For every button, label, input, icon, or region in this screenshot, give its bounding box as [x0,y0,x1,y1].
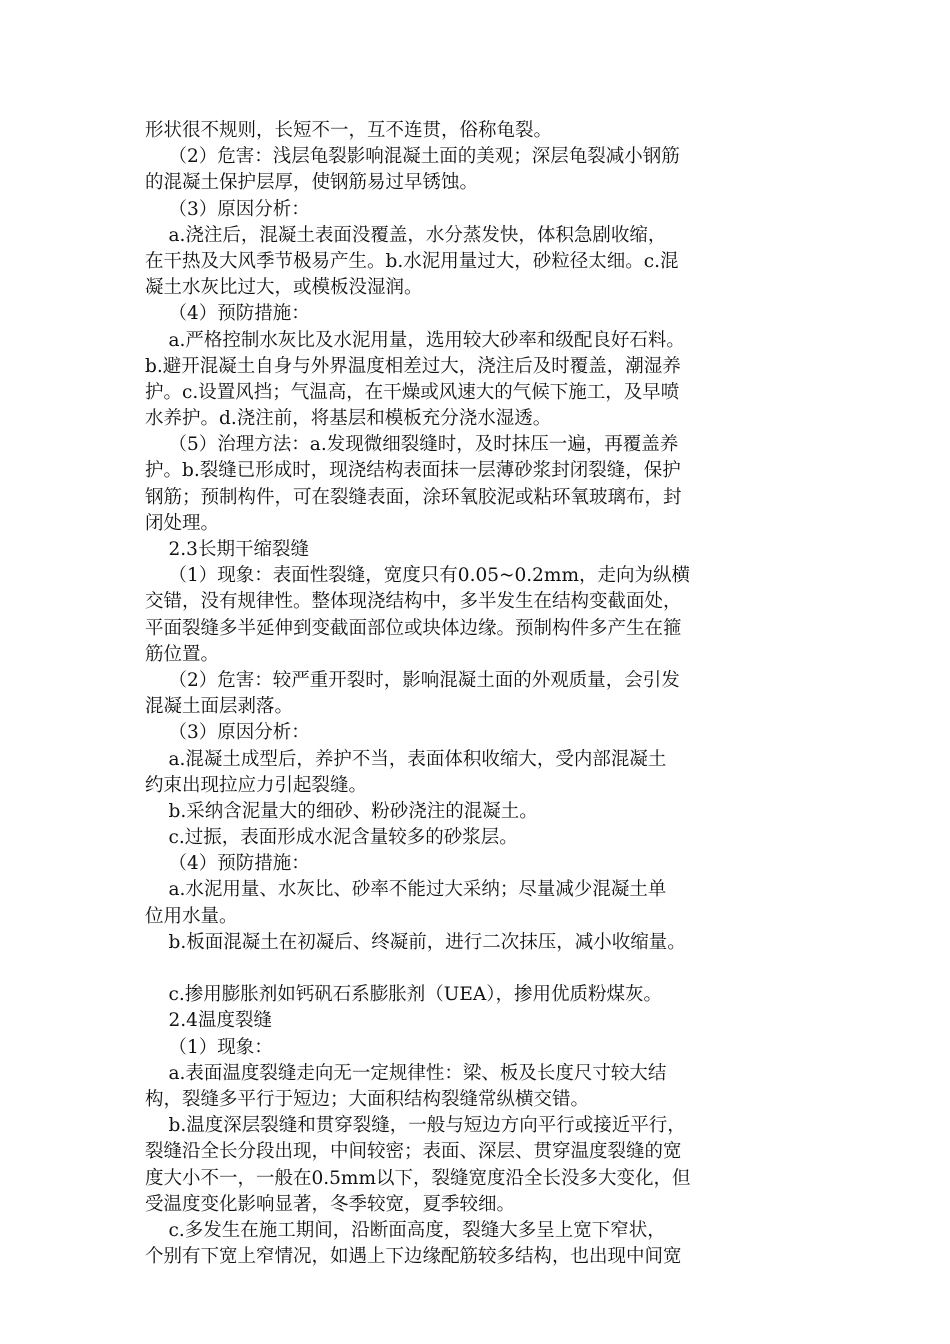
text-line: 交错，没有规律性。整体现浇结构中，多半发生在结构变截面处， [145,591,682,613]
section-heading: 2.3长期干缩裂缝 [145,539,309,560]
section-heading: 2.4温度裂缝 [145,1010,272,1032]
text-line: 约束出现拉应力引起裂缝。 [145,774,368,796]
text-line: （4）预防措施： [145,853,310,875]
text-line: 形状很不规则，长短不一，互不连贯，俗称龟裂。 [145,120,553,141]
text-line: 水养护。d.浇注前，将基层和模板充分浇水湿透。 [145,408,552,430]
text-line: 构，裂缝多平行于短边；大面积结构裂缝常纵横交错。 [145,1088,590,1110]
text-line: （1）现象：表面性裂缝，宽度只有0.05~0.2mm，走向为纵横 [145,565,690,587]
text-line: 钢筋；预制构件，可在裂缝表面，涂环氧胶泥或粘环氧玻璃布，封 [145,486,682,508]
text-line: 裂缝沿全长分段出现，中间较密；表面、深层、贯穿温度裂缝的宽 [145,1141,682,1163]
text-line: （3）原因分析： [145,722,310,744]
text-line: 个别有下宽上窄情况，如遇上下边缘配筋较多结构，也出现中间宽 [145,1246,682,1268]
text-line: b.避开混凝土自身与外界温度相差过大，浇注后及时覆盖，潮湿养 [145,355,681,377]
text-line: a.混凝土成型后，养护不当，表面体积收缩大，受内部混凝土 [145,748,667,770]
text-line: 闭处理。 [145,512,220,534]
text-line: 的混凝土保护层厚，使钢筋易过早锈蚀。 [145,172,479,194]
text-line: c.多发生在施工期间，沿断面高度，裂缝大多呈上宽下窄状， [145,1219,666,1241]
text-line: （5）治理方法：a.发现微细裂缝时，及时抹压一遍，再覆盖养 [145,434,679,456]
text-line: a.严格控制水灰比及水泥用量，选用较大砂率和级配良好石料。 [145,329,685,351]
text-line: 凝土水灰比过大，或模板没湿润。 [145,277,423,299]
text-line: 在干热及大风季节极易产生。b.水泥用量过大，砂粒径太细。c.混 [145,250,679,272]
text-line: （2）危害：较严重开裂时，影响混凝土面的外观质量，会引发 [145,669,680,691]
text-line: 度大小不一，一般在0.5mm以下，裂缝宽度沿全长没多大变化，但 [145,1167,691,1189]
text-line: a.水泥用量、水灰比、砂率不能过大采纳；尽量减少混凝土单 [145,879,667,901]
text-line: 位用水量。 [145,905,238,927]
text-line: a.浇注后，混凝土表面没覆盖，水分蒸发快，体积急剧收缩， [145,224,667,246]
text-line: 护。b.裂缝已形成时，现浇结构表面抹一层薄砂浆封闭裂缝，保护 [145,460,681,482]
text-line: b.板面混凝土在初凝后、终凝前，进行二次抹压，减小收缩量。 [145,931,686,953]
text-line: b.采纳含泥量大的细砂、粉砂浇注的混凝土。 [145,800,538,822]
text-line: 受温度变化影响显著，冬季较宽，夏季较细。 [145,1193,516,1215]
text-line: 护。c.设置风挡；气温高，在干燥或风速大的气候下施工，及早喷 [145,381,680,403]
blank-line [145,956,810,982]
text-line: c.掺用膨胀剂如钙矾石系膨胀剂（UEA），掺用优质粉煤灰。 [145,984,662,1006]
text-line: （4）预防措施： [145,303,310,325]
text-line: 混凝土面层剥落。 [145,696,294,718]
text-line: 筋位置。 [145,643,220,665]
text-line: （1）现象： [145,1036,273,1058]
text-line: a.表面温度裂缝走向无一定规律性：梁、板及长度尺寸较大结 [145,1062,667,1084]
text-line: b.温度深层裂缝和贯穿裂缝，一般与短边方向平行或接近平行， [145,1115,686,1137]
document-body [145,118,810,1270]
text-line: c.过振，表面形成水泥含量较多的砂浆层。 [145,827,518,849]
text-line: 平面裂缝多半延伸到变截面部位或块体边缘。预制构件多产生在箍 [145,617,682,639]
text-line: （3）原因分析： [145,198,310,220]
text-line: （2）危害：浅层龟裂影响混凝土面的美观；深层龟裂减小钢筋 [145,146,680,168]
